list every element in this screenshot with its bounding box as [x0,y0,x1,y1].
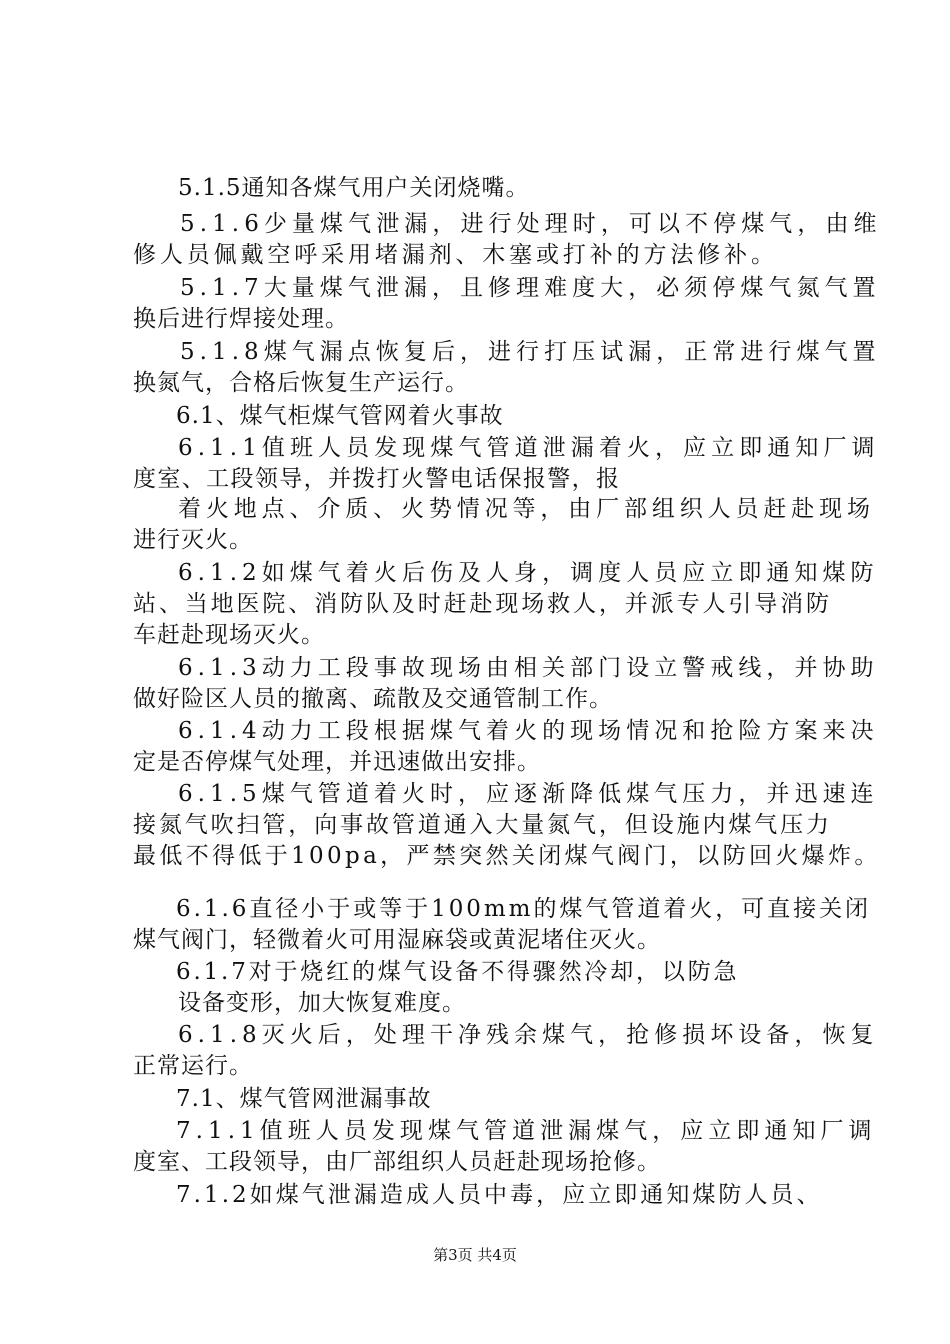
text-line: 修人员佩戴空呼采用堵漏剂、木塞或打补的方法修补。 [133,242,778,268]
text-line: 煤气阀门，轻微着火可用湿麻袋或黄泥堵住灭火。 [133,927,661,953]
text-line: 着火地点、介质、火势情况等，由厂部组织人员赶赴现场 [178,496,875,522]
text-line: 5.1.6少量煤气泄漏，进行处理时，可以不停煤气，由维 [180,211,882,237]
text-line: 5.1.5通知各煤气用户关闭烧嘴。 [178,175,530,201]
text-line: 5.1.7大量煤气泄漏，且修理难度大，必须停煤气氮气置 [180,275,881,301]
text-line: 换后进行焊接处理。 [133,306,349,332]
text-line: 6.1.4动力工段根据煤气着火的现场情况和抢险方案来决 [178,718,879,744]
text-line: 换氮气，合格后恢复生产运行。 [133,370,469,396]
text-line: 7.1.2如煤气泄漏造成人员中毒，应立即通知煤防人员、 [176,1182,823,1208]
text-line: 6.1.8灭火后，处理干净残余煤气，抢修损坏设备，恢复 [178,1022,879,1048]
text-line: 6.1.7对于烧红的煤气设备不得骤然冷却，以防急 [176,959,740,985]
text-line: 定是否停煤气处理，并迅速做出安排。 [133,749,541,775]
text-line: 5.1.8煤气漏点恢复后，进行打压试漏，正常进行煤气置 [180,339,881,365]
text-line: 7.1.1值班人员发现煤气管道泄漏煤气，应立即通知厂调 [176,1118,877,1144]
page-footer: 第3页 共4页 [433,1246,517,1264]
text-line: 设备变形，加大恢复难度。 [178,990,466,1016]
text-line: 站、当地医院、消防队及时赶赴现场救人，并派专人引导消防 [133,591,832,617]
text-line: 接氮气吹扫管，向事故管道通入大量氮气，但设施内煤气压力 [133,812,832,838]
text-line: 6.1、煤气柜煤气管网着火事故 [176,403,504,429]
text-line: 度室、工段领导，并拨打火警电话保报警，报 [133,466,621,492]
text-line: 车赶赴现场灭火。 [133,622,325,648]
text-line: 6.1.2如煤气着火后伤及人身，调度人员应立即通知煤防 [178,560,879,586]
text-line: 最低不得低于100pa，严禁突然关闭煤气阀门，以防回火爆炸。 [133,843,881,869]
text-line: 6.1.6直径小于或等于100mm的煤气管道着火，可直接关闭 [176,896,872,922]
text-line: 6.1.5煤气管道着火时，应逐渐降低煤气压力，并迅速连 [178,781,879,807]
text-line: 7.1、煤气管网泄漏事故 [176,1086,432,1112]
text-line: 6.1.1值班人员发现煤气管道泄漏着火，应立即通知厂调 [178,435,880,461]
text-line: 做好险区人员的撤离、疏散及交通管制工作。 [133,686,613,712]
text-line: 进行灭火。 [133,527,253,553]
text-line: 6.1.3动力工段事故现场由相关部门设立警戒线，并协助 [178,655,879,681]
text-line: 正常运行。 [133,1053,253,1079]
text-line: 度室、工段领导，由厂部组织人员赶赴现场抢修。 [133,1149,661,1175]
